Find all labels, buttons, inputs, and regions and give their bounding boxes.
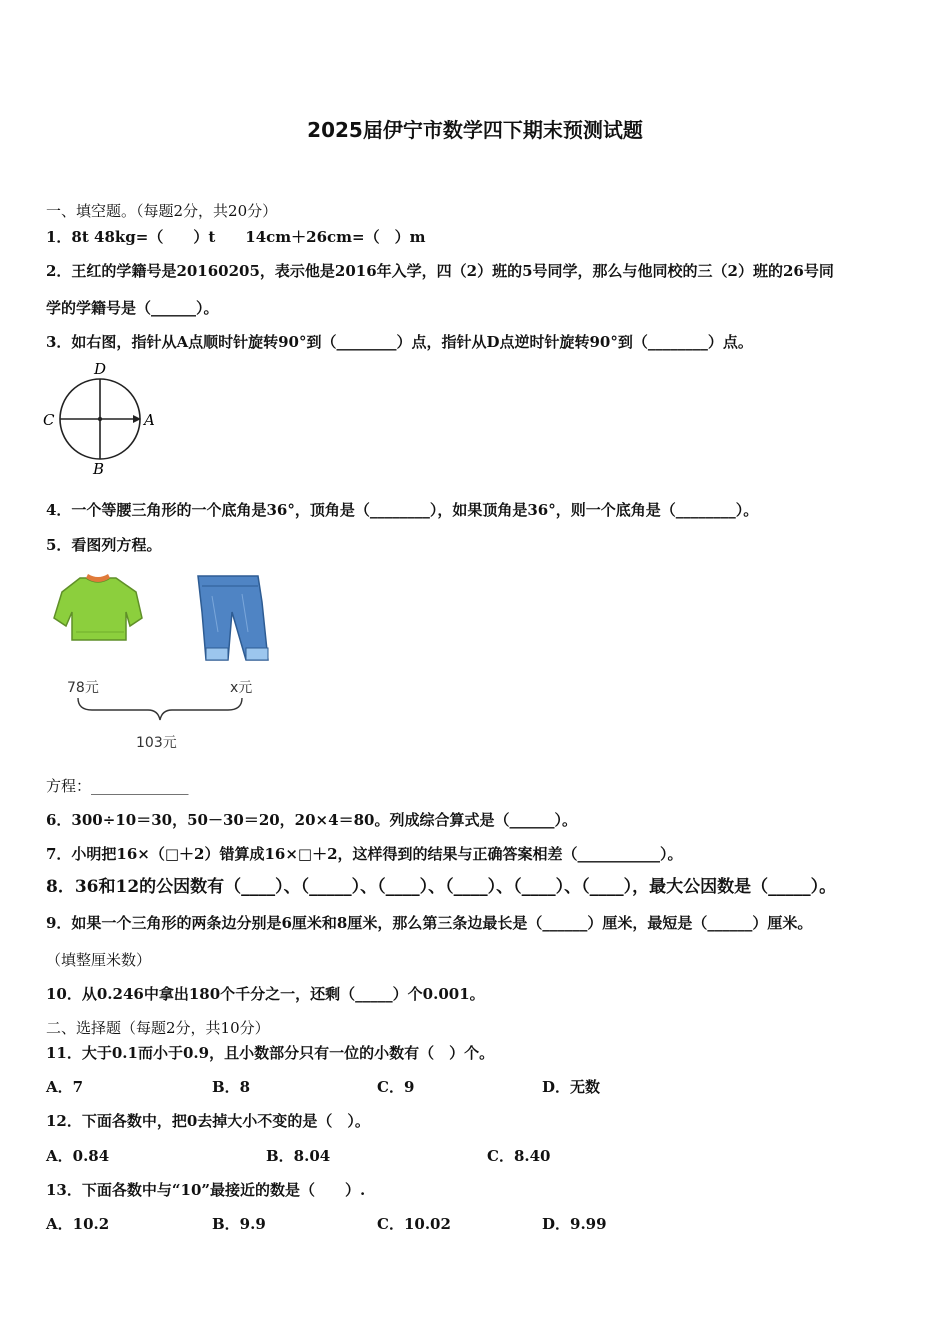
q11-option-a: A．7 — [46, 1078, 84, 1096]
question-3: 3．如右图，指针从A点顺时针旋转90°到（________）点，指针从D点逆时针旋转90°到（________）点。 — [46, 333, 753, 351]
q11-option-b: B．8 — [212, 1078, 251, 1096]
clothing-price-figure — [52, 572, 282, 756]
question-5-equation: 方程：_____________ — [46, 777, 189, 795]
rotation-circle-figure — [40, 358, 165, 480]
question-4: 4．一个等腰三角形的一个底角是36°，顶角是（________），如果顶角是36°，则一个底角是（________）。 — [46, 501, 759, 519]
question-5: 5．看图列方程。 — [46, 536, 162, 554]
q13-option-c: C．10.02 — [377, 1215, 451, 1233]
q13-option-a: A．10.2 — [46, 1215, 110, 1233]
question-9-line-2: （填整厘米数） — [46, 951, 152, 969]
question-6: 6．300÷10＝30，50－30＝20，20×4＝80。列成综合算式是（______）。 — [46, 811, 577, 829]
price-label-total: 103元 — [136, 735, 177, 751]
q12-option-a: A．0.84 — [46, 1147, 110, 1165]
center-dot — [98, 417, 102, 421]
price-label-shirt: 78元 — [67, 680, 99, 696]
q13-option-d: D．9.99 — [542, 1215, 607, 1233]
page-title: 2025届伊宁市数学四下期末预测试题 — [307, 118, 643, 142]
jeans-icon — [198, 576, 268, 660]
label-b: B — [93, 460, 105, 478]
question-7: 7．小明把16×（□＋2）错算成16×□＋2，这样得到的结果与正确答案相差（___________）。 — [46, 845, 683, 863]
question-9-line-1: 9．如果一个三角形的两条边分别是6厘米和8厘米，那么第三条边最长是（______）厘米，最短是（______）厘米。 — [46, 914, 813, 932]
question-10: 10．从0.246中拿出180个千分之一，还剩（_____）个0.001。 — [46, 985, 485, 1003]
question-12: 12．下面各数中，把0去掉大小不变的是（ ）。 — [46, 1112, 370, 1130]
section-heading-choice: 二、选择题（每题2分，共10分） — [46, 1019, 270, 1037]
question-2-line-1: 2．王红的学籍号是20160205，表示他是2016年入学，四（2）班的5号同学，那么与他同校的三（2）班的26号同 — [46, 262, 834, 280]
question-13: 13．下面各数中与“10”最接近的数是（ ）. — [46, 1181, 366, 1199]
question-1: 1．8t 48kg=（ ）t 14cm＋26cm=（ ）m — [46, 228, 426, 246]
label-d: D — [94, 360, 107, 378]
q11-option-d: D．无数 — [542, 1078, 601, 1096]
question-2-line-2: 学的学籍号是（______）。 — [46, 299, 219, 317]
shirt-icon — [54, 574, 142, 640]
q11-option-c: C．9 — [377, 1078, 415, 1096]
label-c: C — [43, 411, 55, 429]
question-11: 11．大于0.1而小于0.9，且小数部分只有一位的小数有（ ）个。 — [46, 1044, 495, 1062]
q12-option-b: B．8.04 — [266, 1147, 331, 1165]
section-heading-fill-in: 一、填空题。（每题2分，共20分） — [46, 202, 278, 220]
q13-option-b: B．9.9 — [212, 1215, 266, 1233]
q12-option-c: C．8.40 — [487, 1147, 551, 1165]
total-brace — [78, 698, 242, 720]
label-a: A — [144, 411, 155, 429]
price-label-jeans: x元 — [230, 680, 253, 696]
question-8: 8．36和12的公因数有（____）、（_____）、（____）、（____）、（____）、（____），最大公因数是（_____）。 — [46, 877, 837, 897]
